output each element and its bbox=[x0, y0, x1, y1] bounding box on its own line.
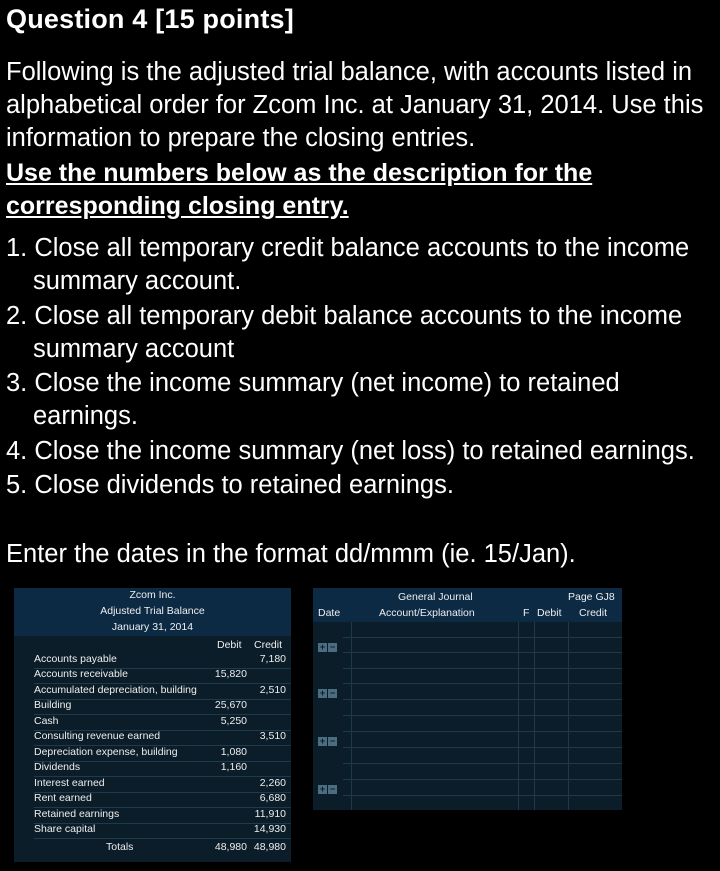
table-row bbox=[34, 730, 291, 746]
account-name: Consulting revenue earned bbox=[34, 730, 161, 742]
credit-value: 11,910 bbox=[254, 808, 286, 820]
trial-balance-panel bbox=[14, 588, 291, 862]
remove-line-button[interactable]: − bbox=[329, 784, 336, 794]
add-line-button[interactable]: + bbox=[319, 688, 326, 698]
column-divider bbox=[351, 622, 352, 810]
list-item: 2. Close all temporary debit balance accounts to the income summary account bbox=[6, 301, 683, 363]
journal-line bbox=[343, 652, 622, 653]
account-name: Interest earned bbox=[34, 777, 105, 789]
table-row bbox=[34, 715, 291, 731]
account-name: Accounts payable bbox=[34, 653, 117, 665]
journal-line bbox=[343, 731, 622, 732]
journal-line bbox=[343, 715, 622, 716]
table-row bbox=[34, 653, 291, 669]
credit-value: 7,180 bbox=[259, 653, 286, 665]
remove-line-button[interactable]: − bbox=[329, 688, 336, 698]
journal-title: General Journal bbox=[398, 591, 473, 603]
closing-entry-list bbox=[6, 232, 718, 504]
f-column-header: F bbox=[523, 607, 530, 619]
total-credit: 48,980 bbox=[253, 841, 286, 853]
credit-column-header: Credit bbox=[254, 639, 283, 651]
entry-controls bbox=[318, 785, 340, 795]
account-name: Depreciation expense, building bbox=[34, 746, 178, 758]
list-item: 1. Close all temporary credit balance accounts to the income summary account. bbox=[6, 234, 690, 295]
account-name: Share capital bbox=[34, 823, 96, 835]
table-row bbox=[34, 761, 291, 777]
entry-controls bbox=[318, 737, 340, 747]
table-row bbox=[34, 792, 291, 808]
credit-value: 14,930 bbox=[253, 823, 286, 835]
account-name: Cash bbox=[34, 715, 59, 727]
credit-value: 3,510 bbox=[259, 730, 286, 742]
entry-controls bbox=[318, 689, 340, 699]
remove-line-button[interactable]: − bbox=[329, 736, 336, 746]
credit-value: 2,510 bbox=[259, 684, 286, 696]
account-name: Accumulated depreciation, building bbox=[34, 684, 197, 696]
debit-value: 15,820 bbox=[214, 668, 247, 680]
account-name: Retained earnings bbox=[34, 808, 120, 820]
instruction-text: Use the numbers below as the description for the corresponding closing entry. bbox=[6, 159, 593, 220]
table-row bbox=[34, 668, 291, 684]
debit-value: 1,160 bbox=[220, 761, 247, 773]
column-divider bbox=[568, 622, 569, 810]
account-name: Rent earned bbox=[34, 792, 92, 804]
add-line-button[interactable]: + bbox=[319, 784, 326, 794]
journal-line bbox=[343, 747, 622, 748]
question-title: Question 4 [15 points] bbox=[6, 4, 294, 34]
table-row bbox=[34, 808, 291, 824]
journal-line bbox=[343, 668, 622, 669]
account-column-header: Account/Explanation bbox=[379, 607, 475, 619]
debit-value: 1,080 bbox=[220, 746, 247, 758]
account-name: Dividends bbox=[34, 761, 81, 773]
total-debit: 48,980 bbox=[214, 841, 247, 853]
debit-column-header: Debit bbox=[217, 639, 242, 651]
journal-line bbox=[343, 683, 622, 684]
journal-line bbox=[343, 779, 622, 780]
remove-line-button[interactable]: − bbox=[329, 642, 336, 652]
company-name: Zcom Inc. bbox=[129, 589, 176, 601]
debit-value: 5,250 bbox=[220, 715, 247, 727]
table-row bbox=[34, 699, 291, 715]
credit-column-header: Credit bbox=[579, 607, 608, 619]
entry-controls bbox=[318, 643, 340, 653]
question-paragraph: Following is the adjusted trial balance, with accounts listed in alphabetical order for Zcom Inc. at January 31, 2014. Use this information to prepare the closing entries. bbox=[6, 58, 704, 152]
date-format-note: Enter the dates in the format dd/mmm (ie. 15/Jan). bbox=[6, 540, 576, 568]
credit-value: 2,260 bbox=[259, 777, 286, 789]
list-item: 5. Close dividends to retained earnings. bbox=[6, 471, 454, 499]
journal-line bbox=[343, 699, 622, 700]
date-column-header: Date bbox=[318, 607, 341, 619]
trial-balance-date: January 31, 2014 bbox=[111, 621, 194, 633]
add-line-button[interactable]: + bbox=[319, 642, 326, 652]
credit-value: 6,680 bbox=[259, 792, 286, 804]
journal-line bbox=[343, 637, 622, 638]
journal-header bbox=[313, 588, 622, 622]
account-name: Accounts receivable bbox=[34, 668, 128, 680]
table-row bbox=[34, 777, 291, 793]
column-divider bbox=[534, 622, 535, 810]
journal-line bbox=[343, 763, 622, 764]
general-journal-panel bbox=[313, 588, 622, 810]
trial-balance-title: Adjusted Trial Balance bbox=[100, 605, 205, 617]
journal-line bbox=[343, 795, 622, 796]
account-name: Building bbox=[34, 699, 72, 711]
table-row bbox=[34, 823, 291, 839]
table-row bbox=[34, 684, 291, 700]
journal-page: Page GJ8 bbox=[568, 591, 615, 603]
debit-value: 25,670 bbox=[214, 699, 247, 711]
column-divider bbox=[518, 622, 519, 810]
totals-row bbox=[34, 841, 291, 856]
trial-balance-header bbox=[14, 588, 291, 636]
debit-column-header: Debit bbox=[537, 607, 562, 619]
list-item: 4. Close the income summary (net loss) to retained earnings. bbox=[6, 436, 695, 465]
add-line-button[interactable]: + bbox=[319, 736, 326, 746]
totals-label: Totals bbox=[106, 841, 134, 853]
table-row bbox=[34, 746, 291, 762]
list-item: 3. Close the income summary (net income) to retained earnings. bbox=[6, 369, 620, 430]
